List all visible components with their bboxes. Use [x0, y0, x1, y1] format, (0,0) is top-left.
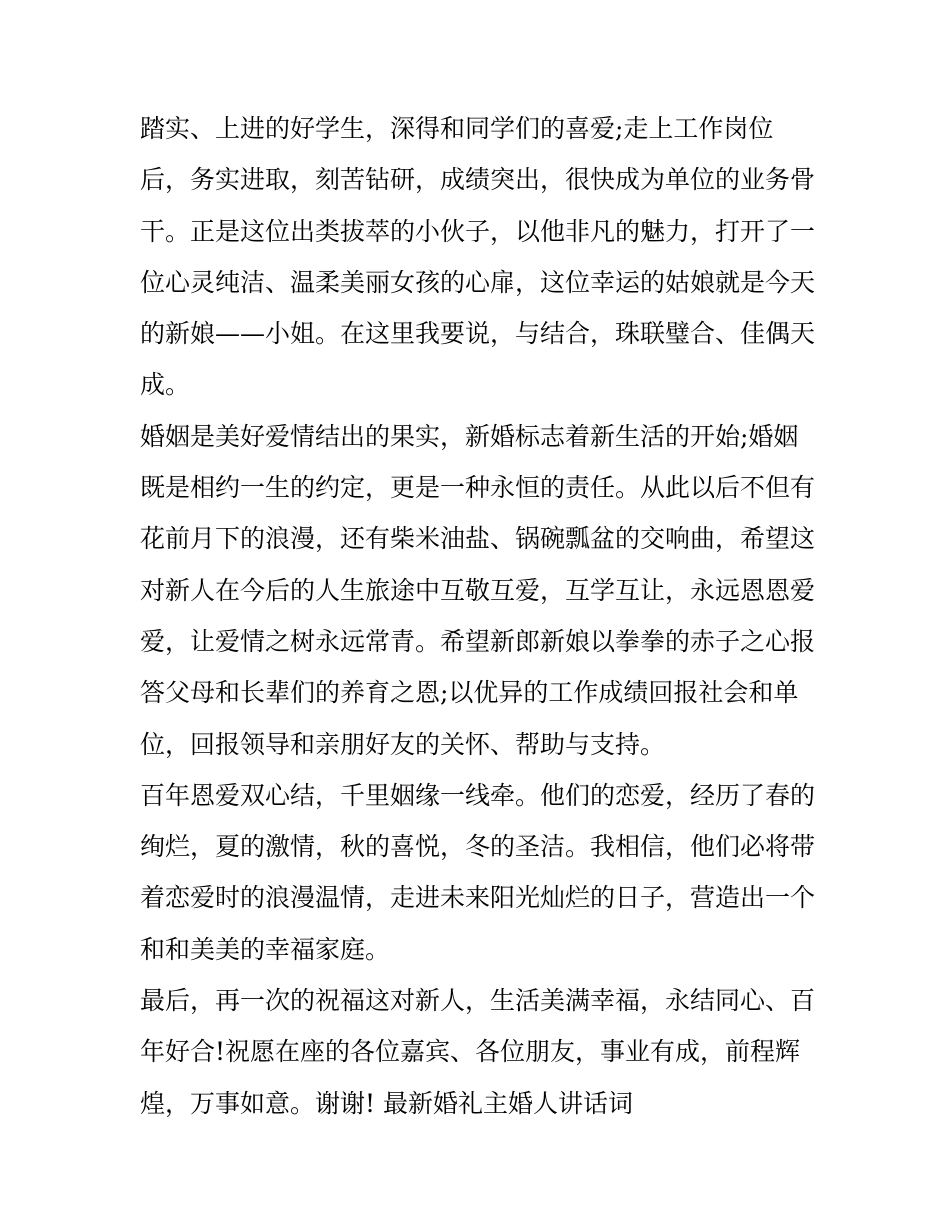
- text-line-12: 答父母和长辈们的养育之恩;以优异的工作成绩回报社会和单: [140, 678, 799, 708]
- text-line-16: 着恋爱时的浪漫温情，走进未来阳光灿烂的日子，营造出一个: [140, 883, 816, 913]
- text-line-9: 花前月下的浪漫，还有柴米油盐、锅碗瓢盆的交响曲，希望这: [140, 524, 816, 554]
- text-line-20: 煌，万事如意。谢谢! 最新婚礼主婚人讲话词: [140, 1088, 633, 1118]
- text-line-13: 位，回报领导和亲朋好友的关怀、帮助与支持。: [140, 729, 666, 759]
- text-line-19: 年好合!祝愿在座的各位嘉宾、各位朋友，事业有成，前程辉: [140, 1037, 801, 1067]
- text-line-11: 爱，让爱情之树永远常青。希望新郎新娘以拳拳的赤子之心报: [140, 626, 816, 656]
- speech-text: [140, 103, 820, 1129]
- text-line-14: 百年恩爱双心结，千里姻缘一线牵。他们的恋爱，经历了春的: [140, 780, 816, 810]
- text-line-4: 位心灵纯洁、温柔美丽女孩的心扉，这位幸运的姑娘就是今天: [140, 267, 816, 297]
- text-line-7: 婚姻是美好爱情结出的果实，新婚标志着新生活的开始;婚姻: [140, 421, 799, 451]
- text-line-10: 对新人在今后的人生旅途中互敬互爱，互学互让，永远恩恩爱: [140, 575, 816, 605]
- text-line-15: 绚烂，夏的激情，秋的喜悦，冬的圣洁。我相信，他们必将带: [140, 832, 816, 862]
- text-line-17: 和和美美的幸福家庭。: [140, 934, 391, 964]
- text-line-8: 既是相约一生的约定，更是一种永恒的责任。从此以后不但有: [140, 473, 816, 503]
- text-line-1: 踏实、上进的好学生，深得和同学们的喜爱;走上工作岗位: [140, 114, 774, 143]
- text-line-6: 成。: [140, 370, 191, 400]
- text-line-2: 后，务实进取，刻苦钻研，成绩突出，很快成为单位的业务骨: [140, 165, 816, 195]
- text-line-5: 的新娘——小姐。在这里我要说，与结合，珠联璧合、佳偶天: [140, 319, 816, 349]
- text-line-3: 干。正是这位出类拔萃的小伙子，以他非凡的魅力，打开了一: [140, 216, 816, 246]
- text-line-18: 最后，再一次的祝福这对新人，生活美满幸福，永结同心、百: [140, 986, 816, 1016]
